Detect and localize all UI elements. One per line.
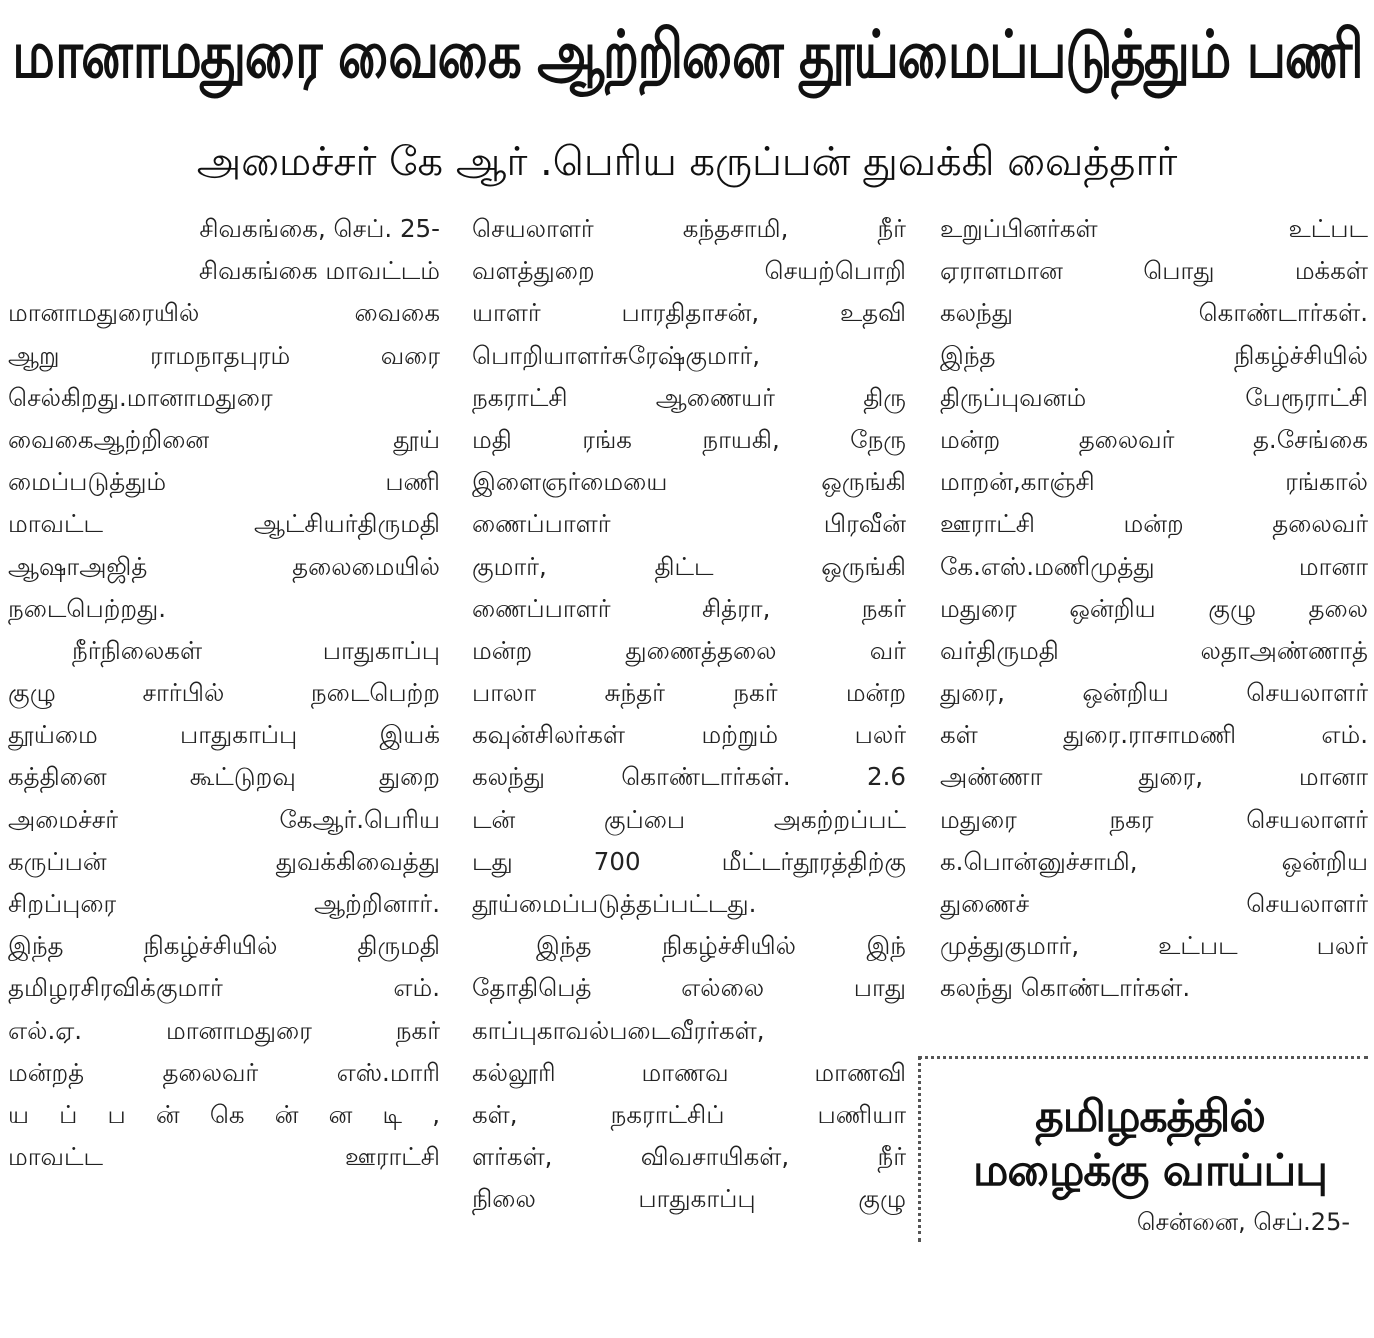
article-line: மாவட்ட ஊராட்சி bbox=[8, 1142, 440, 1172]
box-headline bbox=[930, 1090, 1370, 1198]
article-line: துரை, ஒன்றிய செயலாளர் bbox=[940, 678, 1368, 708]
article-line: யாளர் பாரதிதாசன், உதவி bbox=[472, 298, 906, 328]
article-line: க.பொன்னுச்சாமி, ஒன்றிய bbox=[940, 846, 1368, 876]
subheadline: அமைச்சர் கே ஆர் .பெரிய கருப்பன் துவக்கி வைத்தார் bbox=[196, 138, 1178, 185]
article-line: பாலா சுந்தர் நகர் மன்ற bbox=[472, 678, 906, 708]
article-line: திருப்புவனம் பேரூராட்சி bbox=[940, 382, 1368, 412]
article-line: இந்த நிகழ்ச்சியில் இந் bbox=[536, 931, 906, 961]
article-line: வளத்துறை செயற்பொறி bbox=[472, 256, 906, 286]
article-line: ளர்கள், விவசாயிகள், நீர் bbox=[472, 1142, 906, 1172]
article-line: தூய்மைப்படுத்தப்பட்டது. bbox=[472, 889, 757, 918]
article-line: கள் துரை.ராசாமணி எம். bbox=[940, 720, 1368, 750]
box-divider-vertical bbox=[918, 1056, 921, 1242]
article-line: கத்தினை கூட்டுறவு துறை bbox=[8, 762, 440, 792]
article-line: கள், நகராட்சிப் பணியா bbox=[472, 1099, 906, 1129]
article-line: இந்த நிகழ்ச்சியில் திருமதி bbox=[8, 931, 440, 961]
article-line: நீர்நிலைகள் பாதுகாப்பு bbox=[72, 635, 440, 665]
article-line: மன்ற தலைவர் த.சேங்கை bbox=[940, 424, 1368, 454]
article-line: தோதிபெத் எல்லை பாது bbox=[472, 973, 906, 1003]
article-line: மதி ரங்க நாயகி, நேரு bbox=[472, 424, 906, 454]
article-line: வைகைஆற்றினை தூய் bbox=[8, 424, 440, 454]
article-line: நகராட்சி ஆணையர் திரு bbox=[472, 382, 906, 412]
article-line: முத்துகுமார், உட்பட பலர் bbox=[940, 931, 1368, 961]
article-line: குமார், திட்ட ஒருங்கி bbox=[472, 551, 906, 581]
article-line: துணைச் செயலாளர் bbox=[940, 889, 1368, 918]
article-line: ஊராட்சி மன்ற தலைவர் bbox=[940, 509, 1368, 539]
article-line: டன் குப்பை அகற்றப்பட் bbox=[472, 804, 906, 834]
article-line: கருப்பன் துவக்கிவைத்து bbox=[8, 846, 440, 876]
article-line: கே.எஸ்.மணிமுத்து மானா bbox=[940, 551, 1368, 581]
article-line: மன்ற துணைத்தலை வர் bbox=[472, 635, 906, 665]
article-line: மாவட்ட ஆட்சியர்திருமதி bbox=[8, 509, 440, 539]
box-dateline: சென்னை, செப்.25- bbox=[1136, 1208, 1350, 1236]
article-line: மதுரை ஒன்றிய குழு தலை bbox=[940, 593, 1368, 623]
article-line: கலந்து கொண்டார்கள். bbox=[940, 973, 1191, 1003]
box-divider-horizontal bbox=[918, 1056, 1368, 1059]
article-line: சிறப்புரை ஆற்றினார். bbox=[8, 889, 440, 918]
article-line: தமிழரசிரவிக்குமார் எம். bbox=[8, 973, 440, 1003]
article-line: சிவகங்கை, செப். 25- bbox=[199, 214, 440, 243]
headline: மானாமதுரை வைகை ஆற்றினை தூய்மைப்படுத்தும் பணி bbox=[12, 16, 1362, 93]
article-line: ஆஷாஅஜித் தலைமையில் bbox=[8, 551, 440, 581]
article-line: ணைப்பாளர் சித்ரா, நகர் bbox=[472, 593, 906, 623]
article-line: இந்த நிகழ்ச்சியில் bbox=[940, 340, 1368, 370]
article-line: ஏராளமான பொது மக்கள் bbox=[940, 256, 1368, 286]
article-column-1 bbox=[8, 208, 440, 1242]
article-line: டது 700 மீட்டர்தூரத்திற்கு bbox=[472, 846, 906, 876]
article-line: பொறியாளர்சுரேஷ்குமார், bbox=[472, 340, 761, 370]
article-line: அமைச்சர் கேஆர்.பெரிய bbox=[8, 804, 440, 834]
article-line: கலந்து கொண்டார்கள். 2.6 bbox=[472, 762, 906, 792]
article-line: மைப்படுத்தும் பணி bbox=[8, 467, 440, 497]
article-line: அண்ணா துரை, மானா bbox=[940, 762, 1368, 792]
article-line: உறுப்பினர்கள் உட்பட bbox=[940, 214, 1368, 243]
article-line: செயலாளர் கந்தசாமி, நீர் bbox=[472, 214, 906, 243]
box-headline-line-1: தமிழகத்தில் bbox=[1035, 1091, 1265, 1142]
article-line: மாறன்,காஞ்சி ரங்கால் bbox=[940, 467, 1368, 497]
article-line: செல்கிறது.மானாமதுரை bbox=[8, 382, 273, 412]
article-line: ஆறு ராமநாதபுரம் வரை bbox=[8, 340, 440, 370]
article-column-2 bbox=[472, 208, 906, 1242]
article-line: குழு சார்பில் நடைபெற்ற bbox=[8, 678, 440, 708]
article-line: கவுன்சிலர்கள் மற்றும் பலர் bbox=[472, 720, 906, 750]
article-line: காப்புகாவல்படைவீரர்கள், bbox=[472, 1015, 765, 1045]
article-line: நிலை பாதுகாப்பு குழு bbox=[472, 1184, 906, 1214]
article-line: வர்திருமதி லதாஅண்ணாத் bbox=[940, 635, 1368, 665]
article-line: தூய்மை பாதுகாப்பு இயக் bbox=[8, 720, 440, 750]
article-line: மானாமதுரையில் வைகை bbox=[8, 298, 440, 328]
article-line: மதுரை நகர செயலாளர் bbox=[940, 804, 1368, 834]
article-line: மன்றத் தலைவர் எஸ்.மாரி bbox=[8, 1057, 440, 1087]
article-line: ய ப் ப ன் கெ ன் ன டி , bbox=[8, 1099, 440, 1129]
article-line: எல்.ஏ. மானாமதுரை நகர் bbox=[8, 1015, 440, 1045]
article-line: இளைஞர்மையை ஒருங்கி bbox=[472, 467, 906, 497]
box-headline-line-2: மழைக்கு வாய்ப்பு bbox=[972, 1145, 1328, 1196]
article-line: நடைபெற்றது. bbox=[8, 593, 167, 623]
article-line: கலந்து கொண்டார்கள். bbox=[940, 298, 1368, 328]
article-line: ணைப்பாளர் பிரவீன் bbox=[472, 509, 906, 539]
article-line: கல்லூரி மாணவ மாணவி bbox=[472, 1057, 906, 1087]
article-line: சிவகங்கை மாவட்டம் bbox=[198, 256, 440, 286]
